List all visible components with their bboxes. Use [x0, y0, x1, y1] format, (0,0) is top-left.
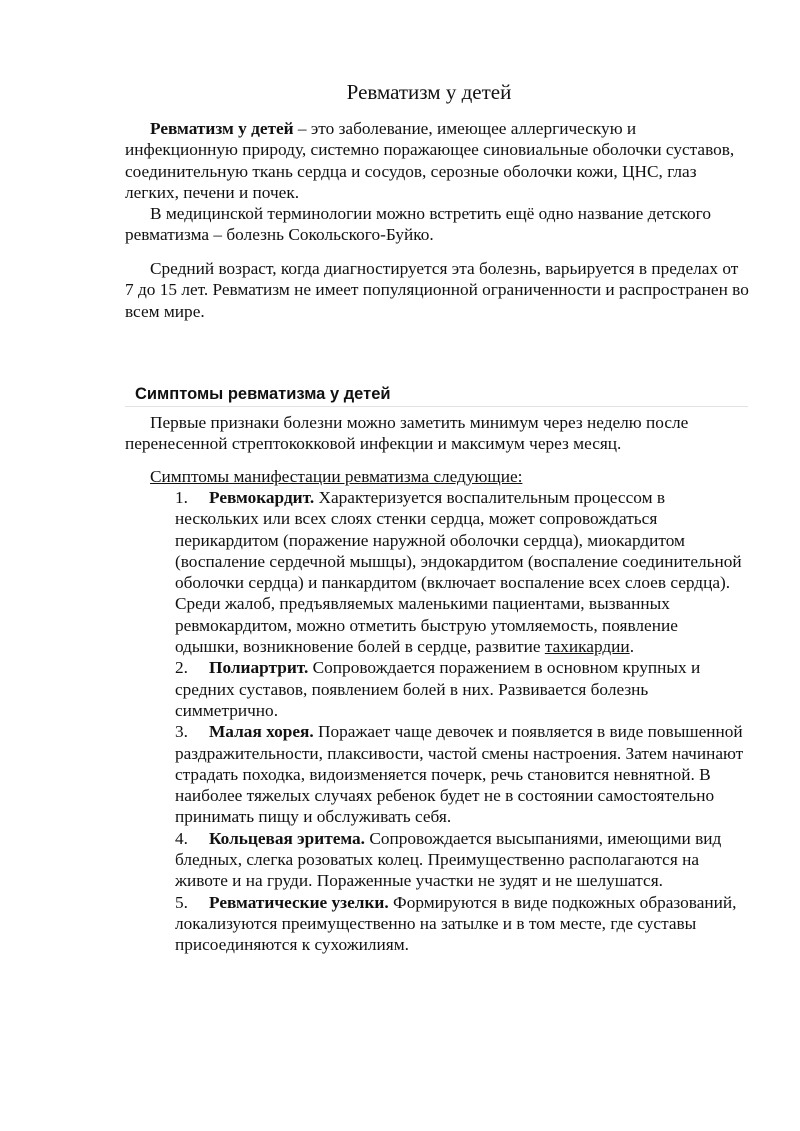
page-title: Ревматизм у детей: [346, 80, 512, 104]
list-item-title: Кольцевая эритема.: [209, 828, 365, 848]
list-item: [175, 487, 745, 657]
age-section: [125, 258, 750, 322]
section-heading: Симптомы ревматизма у детей: [125, 383, 748, 407]
list-item-text: Сопровождается поражением в основном крупных и средних суставов, появлением болей в них. Развивается болезнь симметрично.: [175, 658, 701, 720]
list-item-tail: .: [629, 637, 635, 657]
list-item-number: 3.: [175, 722, 188, 742]
list-item-title: Малая хорея.: [209, 722, 314, 742]
symptoms-list: [175, 487, 745, 956]
intro-paragraph-3: Средний возраст, когда диагностируется эта болезнь, варьируется в пределах от 7 до 15 лет. Ревматизм не имеет популяционной ограниченности и распространен во всем мире.: [125, 259, 749, 321]
tachycardia-link[interactable]: тахикардии: [544, 637, 630, 657]
list-item: [175, 657, 745, 721]
intro-section: [125, 118, 750, 246]
list-item: [175, 892, 745, 956]
list-item: [175, 828, 745, 892]
list-item-number: 5.: [175, 892, 188, 912]
list-item: [175, 721, 745, 827]
list-item-number: 2.: [175, 658, 188, 678]
intro-paragraph-1: [125, 118, 750, 203]
intro-term: Ревматизм у детей: [150, 119, 294, 138]
intro-definition: – это заболевание, имеющее аллергическую и инфекционную природу, системно поражающее синовиальные оболочки суставов, соединительную ткань сердца и сосудов, серозные оболочки кожи, ЦНС, глаз легких, печени и почек.: [125, 119, 735, 202]
list-item-text: Характеризуется воспалительным процессом в нескольких или всех слоях стенки сердца, может сопровождаться перикардитом (поражение наружной оболочки сердца), миокардитом (воспаление сердечной мышцы), эндокардитом (воспаление соединительной оболочки сердца) и панкардитом (включает воспаление всех слоев сердца). Среди жалоб, предъявляемых маленькими пациентами, вызванных ревмокардитом, можно отметить быструю утомляемость, появление одышки, возникновение болей в сердце, развитие: [175, 488, 742, 657]
intro-paragraph-2: В медицинской терминологии можно встретить ещё одно название детского ревматизма – болезнь Сокольского-Буйко.: [125, 204, 711, 245]
symptoms-list-intro: [125, 466, 750, 487]
list-item-title: Ревматические узелки.: [209, 892, 389, 912]
section-paragraph-1: Первые признаки болезни можно заметить минимум через неделю после перенесенной стрептококковой инфекции и максимум через месяц.: [125, 413, 689, 454]
list-item-text: Поражает чаще девочек и появляется в виде повышенной раздражительности, плаксивости, частой смены настроения. Затем начинают страдать походка, видоизменяется почерк, речь становится невнятной. В наиболее тяжелых случаях ребенок будет не в состоянии самостоятельно принимать пищу и обслуживать себя.: [175, 722, 744, 827]
list-item-title: Полиартрит.: [209, 658, 309, 678]
symptoms-intro-section: [125, 412, 750, 455]
list-item-title: Ревмокардит.: [209, 488, 315, 507]
list-item-number: 4.: [175, 828, 188, 848]
symptoms-list-intro-text: Симптомы манифестации ревматизма следующие:: [150, 467, 523, 486]
list-item-number: 1.: [175, 488, 188, 507]
list-item-text: Формируются в виде подкожных образований, локализуются преимущественно на затылке и в том месте, где суставы присоединяются к сухожилиям.: [175, 892, 737, 955]
list-item-text: Сопровождается высыпаниями, имеющими вид бледных, слегка розоватых колец. Преимущественно располагаются на животе и на груди. Пораженные участки не зудят и не шелушатся.: [175, 828, 722, 891]
